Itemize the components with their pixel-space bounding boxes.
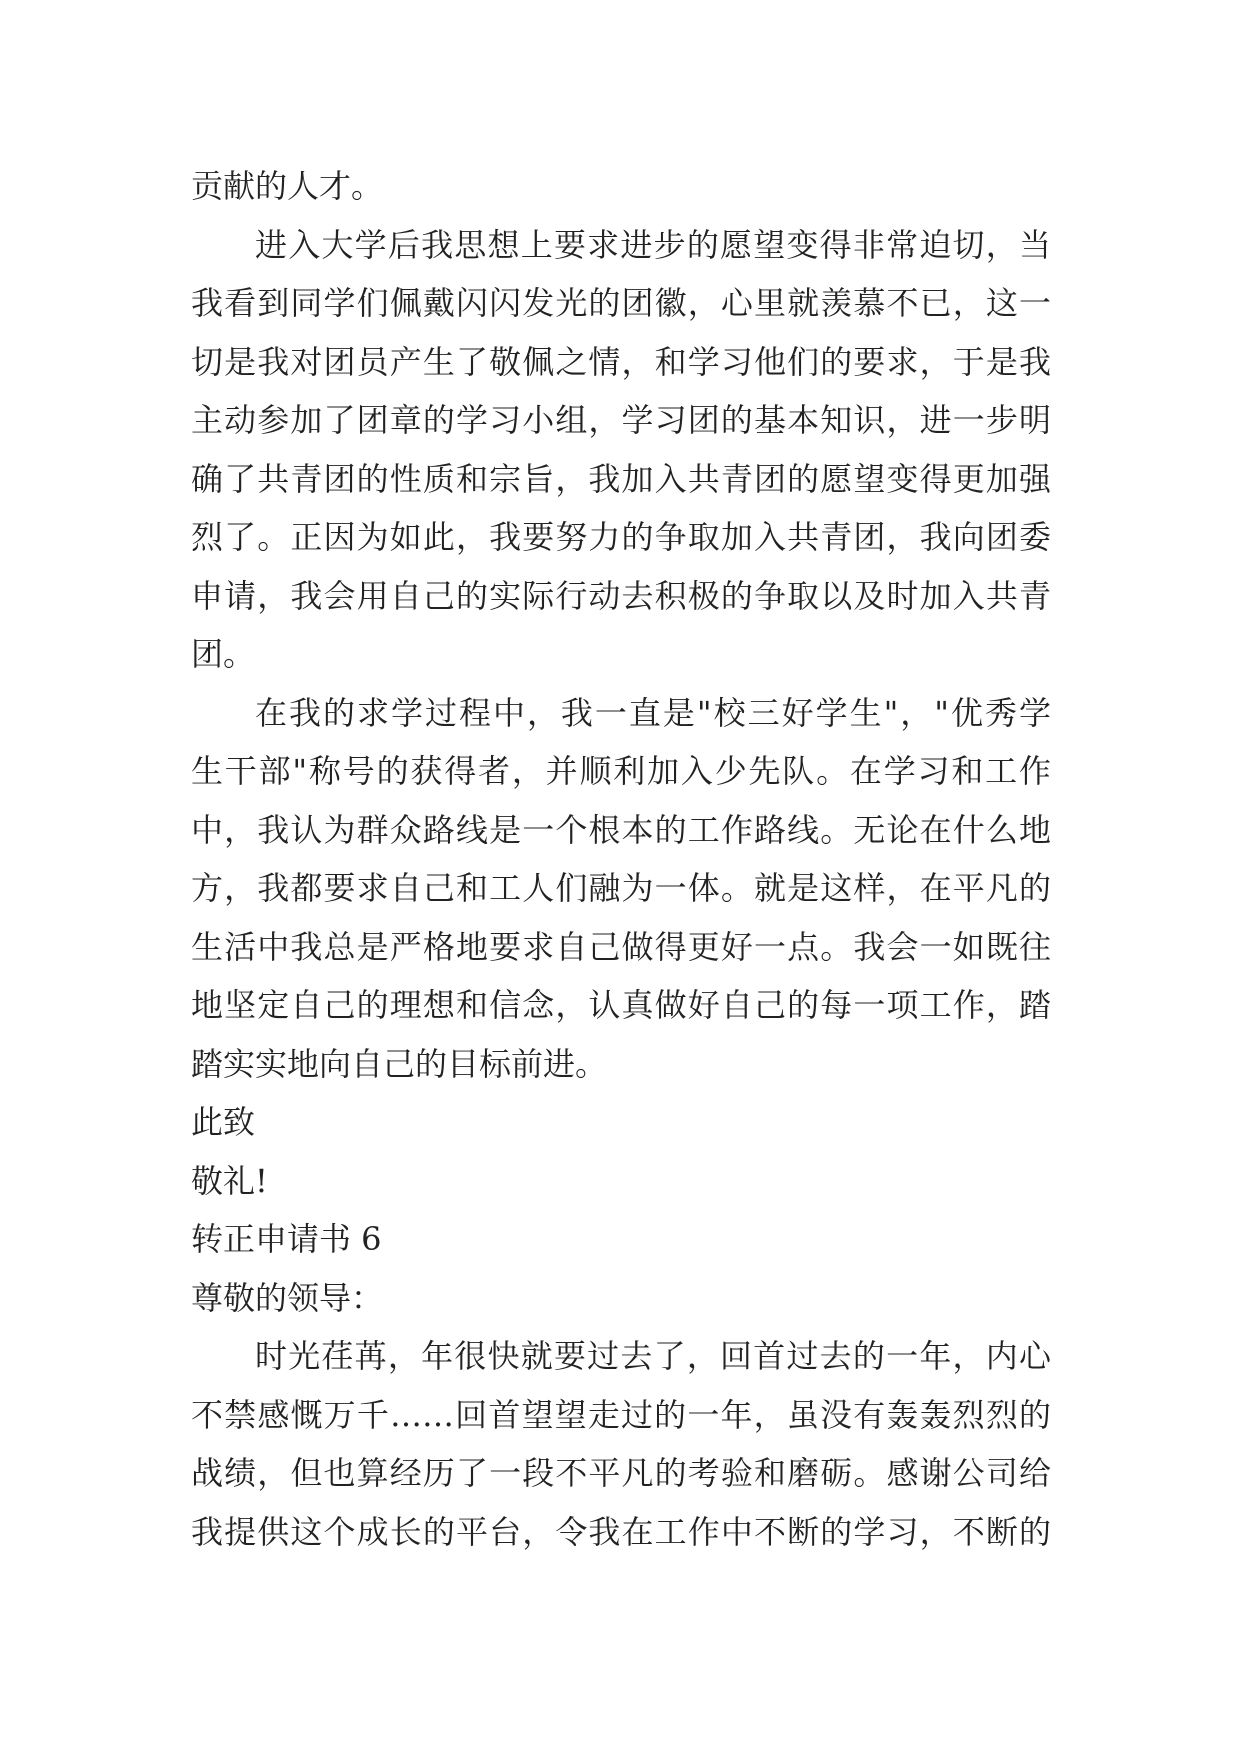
paragraph-line: 我提供这个成长的平台，令我在工作中不断的学习，不断的: [191, 1512, 1051, 1551]
paragraph-line: 中，我认为群众路线是一个根本的工作路线。无论在什么地: [191, 810, 1051, 849]
closing-line: 此致: [191, 1103, 256, 1141]
greeting-line: 尊敬的领导：: [191, 1278, 384, 1317]
paragraph-line: 烈了。正因为如此，我要努力的争取加入共青团，我向团委: [191, 518, 1051, 556]
paragraph-line: 申请，我会用自己的实际行动去积极的争取以及时加入共青: [191, 576, 1051, 615]
paragraph-line: 切是我对团员产生了敬佩之情，和学习他们的要求，于是我: [191, 342, 1051, 381]
paragraph-line: 方，我都要求自己和工人们融为一体。就是这样，在平凡的: [191, 869, 1051, 907]
section-heading: 转正申请书 6: [191, 1220, 382, 1258]
paragraph-line: 不禁感慨万千……回首望望走过的一年，虽没有轰轰烈烈的: [191, 1395, 1051, 1434]
paragraph-line: 踏实实地向自己的目标前进。: [191, 1044, 608, 1083]
paragraph-line: 确了共青团的性质和宗旨，我加入共青团的愿望变得更加强: [191, 459, 1051, 498]
paragraph-line: 进入大学后我思想上要求进步的愿望变得非常迫切，当: [255, 225, 1051, 264]
paragraph-line: 地坚定自己的理想和信念，认真做好自己的每一项工作，踏: [191, 986, 1051, 1024]
salutation-line: 敬礼!: [191, 1161, 268, 1200]
paragraph-line: 贡献的人才。: [191, 167, 384, 205]
paragraph-line: 主动参加了团章的学习小组，学习团的基本知识，进一步明: [191, 401, 1051, 439]
paragraph-line: 生活中我总是严格地要求自己做得更好一点。我会一如既往: [191, 927, 1051, 966]
paragraph-line: 时光荏苒，年很快就要过去了，回首过去的一年，内心: [255, 1337, 1051, 1375]
paragraph-line: 生干部"称号的获得者，并顺利加入少先队。在学习和工作: [191, 752, 1051, 790]
document-body: [191, 157, 1051, 1561]
paragraph-line: 战绩，但也算经历了一段不平凡的考验和磨砺。感谢公司给: [191, 1454, 1051, 1492]
paragraph-line: 我看到同学们佩戴闪闪发光的团徽，心里就羡慕不已，这一: [191, 284, 1051, 322]
paragraph-line: 团。: [191, 635, 256, 673]
paragraph-line: 在我的求学过程中，我一直是"校三好学生"，"优秀学: [255, 693, 1051, 732]
